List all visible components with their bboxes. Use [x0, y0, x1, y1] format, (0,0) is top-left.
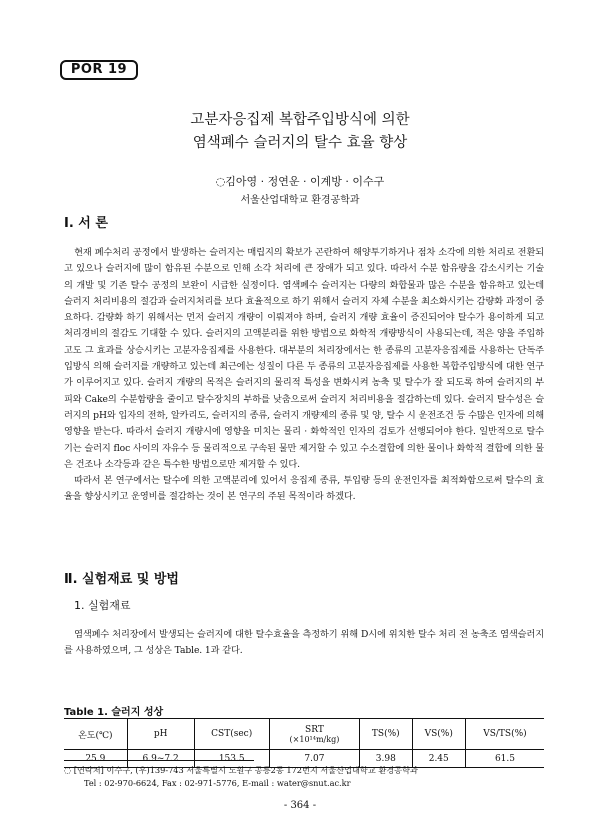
table-header-cell: pH: [127, 719, 194, 750]
introduction-body: [64, 245, 544, 506]
table-header-cell-srt: [269, 719, 359, 750]
author-list: ◌김아영 · 정연운 · 이계방 · 이수구: [215, 175, 385, 188]
table-cell: 61.5: [465, 750, 544, 768]
footnote-phone-email: Tel : 02-970-6624, Fax : 02-971-5776, E-mail : water@snut.ac.kr: [84, 778, 351, 788]
page-number: - 364 -: [283, 800, 317, 811]
subsection-heading-materials: 1. 실험재료: [74, 599, 131, 612]
table-header-cell: CST(sec): [194, 719, 269, 750]
footnote-contact: ◌ [연락처] 이수구, (우)139-743 서울특별시 노원구 공릉2동 172번지 서울산업대학교 환경공학과: [64, 765, 418, 775]
session-badge: POR 19: [60, 60, 138, 80]
title-line-2: 염색폐수 슬러지의 탈수 효율 향상: [192, 135, 408, 151]
materials-body: [64, 627, 544, 660]
table-header-cell: VS(%): [412, 719, 465, 750]
table-cell: 25.9: [64, 750, 127, 768]
table-cell: 3.98: [360, 750, 413, 768]
intro-paragraph: 현재 폐수처리 공정에서 발생하는 슬러지는 매립지의 확보가 곤란하여 해양투기하거나 점차 소각에 의한 처리로 전환되고 있으나 슬러지에 많이 함유된 수분으로 인해 소각 처리에 큰 장애가 되고 있다. 따라서 수분 함유량을 감소시키는 기술의 개발 및 기존 탈수 공정의 보완이 시급한 실정이다. 염색폐수 슬러지는 다량의 화합물과 많은 수분을 함유하고 있는데 슬러지 처리비용의 절감과 슬러지처리를 보다 효율적으로 하기 위해서 슬러지 자체 수분을 최소화시키는 감량화 과정이 중요하다. 감량화 하기 위해서는 먼저 슬러지 개량이 이뤄져야 하며, 슬러지 개량 효율이 증진되어야 탈수가 용이하게 되고 처리경비의 절감도 기대할 수 있다. 슬러지의 고액분리를 위한 방법으로 화학적 개량방식이 사용되는데, 적은 양을 주입하고도 그 효과를 상승시키는 고분자응집제를 사용한다. 대부분의 처리장에서는 한 종류의 고분자응집제를 사용하는 단독주입방식 의해 슬러지를 개량하고 있는데 최근에는 성질이 다른 두 종류의 고분자응집제를 사용한 복합주입방식에 대한 연구가 이루어지고 있다. 슬러지 개량의 목적은 슬러지의 물리적 특성을 변화시켜 농축 및 탈수가 잘 되도록 하여 슬러지의 부피와 Cake의 수분함량을 줄이고 탈수장치의 부하를 낮춤으로써 슬러지 처리비용을 절감하는데 있다. 슬러지 탈수성은 슬러지의 pH와 입자의 전하, 알카리도, 슬러지의 종류, 슬러지 개량제의 종류 및 양, 탈수 시 운전조건 등 수많은 인자에 의해 영향을 받는다. 따라서 슬러지 개량시에 영향을 미치는 물리 · 화학적인 인자의 검토가 선행되어야 한다. 일반적으로 탈수기는 슬러지 floc 사이의 자유수 등 물리적으로 구속된 물만 제거할 수 있고 수소결합에 의한 물이나 화학적 결합에 의한 물은 건조나 소각등과 같은 특수한 방법으로만 제거할 수 있다.: [64, 247, 544, 470]
materials-paragraph: 염색폐수 처리장에서 발생되는 슬러지에 대한 탈수효율을 측정하기 위해 D시에 위치한 탈수 처리 전 농축조 염색슬러지를 사용하였으며, 그 성상은 Table. 1과 같다.: [64, 629, 544, 657]
table-cell: 7.07: [269, 750, 359, 768]
table-header-row: [64, 719, 544, 750]
table-cell: 153.5: [194, 750, 269, 768]
table-header-cell: VS/TS(%): [465, 719, 544, 750]
title-line-1: 고분자응집제 복합주입방식에 의한: [190, 112, 410, 128]
section-heading-introduction: Ⅰ. 서 론: [64, 216, 108, 231]
srt-label: SRT: [305, 724, 324, 735]
table-caption: Table 1. 슬러지 성상: [64, 707, 164, 718]
table-cell: 2.45: [412, 750, 465, 768]
section-heading-methods: Ⅱ. 실험재료 및 방법: [64, 572, 179, 587]
table-header-cell: 온도(℃): [64, 719, 127, 750]
intro-paragraph: 따라서 본 연구에서는 탈수에 의한 고액분리에 있어서 응집제 종류, 투입량 등의 운전인자를 최적화함으로써 탈수의 효율을 향상시키고 운영비를 절감하는 것이 본 연구의 주된 목적이라 하겠다.: [64, 475, 544, 503]
footnote-divider: [64, 760, 254, 761]
affiliation: 서울산업대학교 환경공학과: [240, 195, 360, 206]
table-header-cell: TS(%): [360, 719, 413, 750]
table-cell: 6.9~7.2: [127, 750, 194, 768]
srt-unit: (×10¹⁴m/kg): [289, 734, 340, 744]
